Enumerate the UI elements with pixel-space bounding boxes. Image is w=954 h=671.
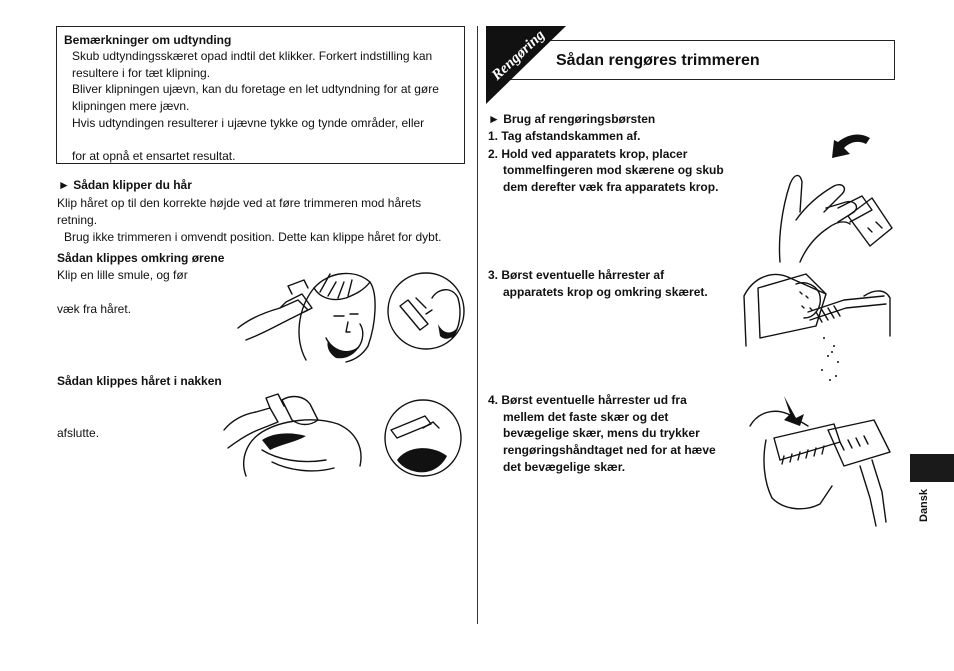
intro-line: retning. (57, 213, 98, 227)
note-line: resultere i for tæt klipning. (72, 66, 211, 80)
step-4-cont: mellem det faste skær og det (503, 410, 669, 424)
step-2-cont: dem derefter væk fra apparatets krop. (503, 180, 719, 194)
page-title: Sådan rengøres trimmeren (556, 52, 760, 69)
note-line: Skub udtyndingsskæret opad indtil det klikker. Forkert indstilling kan (72, 49, 433, 63)
section-tab-label: Rengøring (489, 27, 549, 84)
neck-heading: Sådan klippes håret i nakken (57, 374, 222, 388)
language-tab (910, 454, 954, 482)
language-label: Dansk (918, 488, 930, 522)
step-4-cont: bevægelige skær, mens du trykker (503, 426, 700, 440)
step-4-cont: det bevægelige skær. (503, 460, 626, 474)
brush-body-illustration (744, 266, 890, 384)
intro-line: Brug ikke trimmeren i omvendt position. Dette kan klippe håret for dybt. (64, 230, 442, 244)
note-title: Bemærkninger om udtynding (64, 33, 232, 47)
note-line: klipningen mere jævn. (72, 99, 190, 113)
neck-text: afslutte. (57, 426, 100, 440)
ears-text: Klip en lille smule, og før (57, 268, 188, 282)
step-2-cont: tommelfingeren mod skærene og skub (503, 163, 724, 177)
step-4-cont: rengøringshåndtaget ned for at hæve (503, 443, 716, 457)
step-3-cont: apparatets krop og omkring skæret. (503, 285, 708, 299)
note-line: Bliver klipningen ujævn, kan du foretage en let udtyndning for at gøre (72, 82, 439, 96)
step-2: 2. Hold ved apparatets krop, placer (488, 147, 688, 161)
brush-heading: ► Brug af rengøringsbørsten (488, 112, 656, 126)
column-divider (477, 26, 478, 624)
neck-inset-illustration (383, 398, 463, 478)
remove-blade-illustration (776, 128, 896, 264)
ear-inset-illustration (386, 268, 466, 354)
note-line: for at opnå et ensartet resultat. (72, 149, 236, 163)
step-4: 4. Børst eventuelle hårrester ud fra (488, 393, 687, 407)
step-1: 1. Tag afstandskammen af. (488, 129, 641, 143)
note-line: Hvis udtyndingen resulterer i ujævne tykke og tynde områder, eller (72, 116, 425, 130)
intro-line: Klip håret op til den korrekte højde ved at føre trimmeren mod hårets (57, 196, 422, 210)
section-heading: ► Sådan klipper du hår (58, 178, 192, 192)
trimming-ear-illustration (236, 268, 376, 363)
ears-heading: Sådan klippes omkring ørene (57, 251, 225, 265)
brush-blades-illustration (744, 390, 890, 528)
trimming-neck-illustration (222, 390, 372, 482)
ears-text: væk fra håret. (57, 302, 132, 316)
step-3: 3. Børst eventuelle hårrester af (488, 268, 665, 282)
